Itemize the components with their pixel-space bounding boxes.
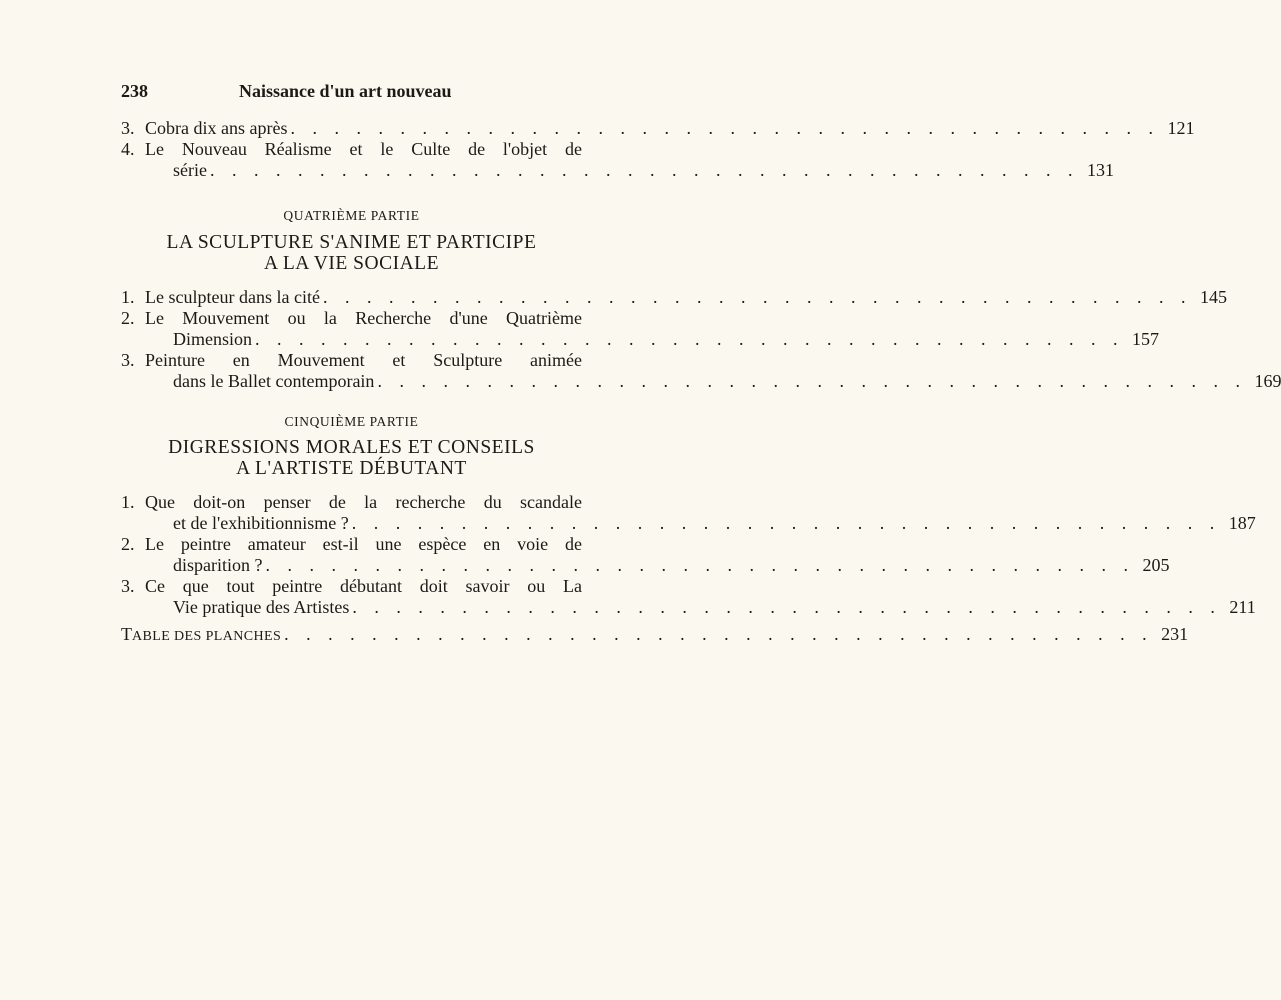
dot-leader: . . . . . . . . . . . . . . . . . . . . . . . . . . . . . . . . . . . . . . . . xyxy=(351,513,1221,533)
dot-leader: . . . . . . . . . . . . . . . . . . . . . . . . . . . . . . . . . . . . . . . . xyxy=(352,597,1222,617)
part-label: CINQUIÈME PARTIE xyxy=(284,414,419,429)
entry-number: 1. xyxy=(121,287,135,307)
entry-title-line1: Que doit-on penser de la recherche du scandale xyxy=(145,492,582,512)
entry-page: 157 xyxy=(1132,329,1159,349)
page-number: 238 xyxy=(121,81,148,101)
entry-title: Cobra dix ans après xyxy=(145,118,290,139)
entry-number: 1. xyxy=(121,492,135,512)
entry-number: 3. xyxy=(121,576,135,596)
entry-page: 231 xyxy=(1161,624,1189,644)
small-caps-rest: ABLE DES PLANCHES xyxy=(132,629,282,644)
entry-number: 3. xyxy=(121,350,135,370)
dot-leader: . . . . . . . . . . . . . . . . . . . . . . . . . . . . . . . . . . . . . . . . xyxy=(284,624,1154,644)
entry-page: 211 xyxy=(1229,597,1256,617)
entry-title-line1: Ce que tout peintre débutant doit savoir ou La xyxy=(145,576,582,596)
dot-leader: . . . . . . . . . . . . . . . . . . . . . . . . . . . . . . . . . . . . . . . . xyxy=(322,287,1192,307)
entry-title-line1: Le peintre amateur est-il une espèce en voie de xyxy=(145,534,582,554)
toc-entry-peintre-amateur xyxy=(121,534,1170,576)
entry-title-line2: Dimension xyxy=(173,329,255,350)
toc-entry-table-des-planches xyxy=(121,624,1189,645)
dot-leader: . . . . . . . . . . . . . . . . . . . . . . . . . . . . . . . . . . . . . . . . xyxy=(255,329,1124,349)
entry-page: 205 xyxy=(1142,555,1170,575)
entry-title-line2: série xyxy=(173,160,210,181)
toc-entry-vie-pratique xyxy=(121,576,1256,618)
entry-number: 4. xyxy=(121,139,135,159)
toc-entry-peinture-mouvement xyxy=(121,350,1281,392)
toc-entry-scandale xyxy=(121,492,1256,534)
entry-page: 187 xyxy=(1228,513,1256,533)
toc-entry-sculpteur xyxy=(121,287,1227,308)
entry-title xyxy=(121,624,284,647)
entry-title-line1: Peinture en Mouvement et Sculpture animée xyxy=(145,350,582,370)
part-title-line2: A LA VIE SOCIALE xyxy=(263,253,440,274)
toc-entry-nouveau-realisme xyxy=(121,139,1114,181)
entry-title: Le sculpteur dans la cité xyxy=(145,287,323,308)
entry-page: 169 xyxy=(1254,371,1281,391)
entry-number: 2. xyxy=(121,308,135,328)
entry-title-line2: dans le Ballet contemporain xyxy=(173,371,377,392)
part-title-line1: DIGRESSIONS MORALES ET CONSEILS xyxy=(168,437,535,458)
entry-number: 3. xyxy=(121,118,135,138)
entry-page: 145 xyxy=(1199,287,1227,307)
part-label: QUATRIÈME PARTIE xyxy=(283,208,420,223)
entry-title-line1: Le Mouvement ou la Recherche d'une Quatrième xyxy=(145,308,582,328)
entry-page: 131 xyxy=(1086,160,1114,180)
entry-title-line2: Vie pratique des Artistes xyxy=(173,597,352,618)
toc-entry-mouvement xyxy=(121,308,1159,350)
dot-leader: . . . . . . . . . . . . . . . . . . . . . . . . . . . . . . . . . . . . . . . . xyxy=(209,160,1079,180)
dot-leader: . . . . . . . . . . . . . . . . . . . . . . . . . . . . . . . . . . . . . . . . xyxy=(265,555,1135,575)
book-title: Naissance d'un art nouveau xyxy=(239,81,452,101)
part-title-line2: A L'ARTISTE DÉBUTANT xyxy=(236,458,467,479)
entry-title-line1: Le Nouveau Réalisme et le Culte de l'objet de xyxy=(145,139,582,159)
dot-leader: . . . . . . . . . . . . . . . . . . . . . . . . . . . . . . . . . . . . . . . . xyxy=(377,371,1247,391)
part-title-line1: LA SCULPTURE S'ANIME ET PARTICIPE xyxy=(166,232,537,253)
entry-title-line2: disparition ? xyxy=(173,555,265,576)
toc-entry-cobra xyxy=(121,118,1195,139)
entry-page: 121 xyxy=(1167,118,1195,138)
entry-title-line2: et de l'exhibitionnisme ? xyxy=(173,513,352,534)
entry-number: 2. xyxy=(121,534,135,554)
small-caps-initial: T xyxy=(121,624,132,644)
dot-leader: . . . . . . . . . . . . . . . . . . . . . . . . . . . . . . . . . . . . . . . . xyxy=(290,118,1160,138)
